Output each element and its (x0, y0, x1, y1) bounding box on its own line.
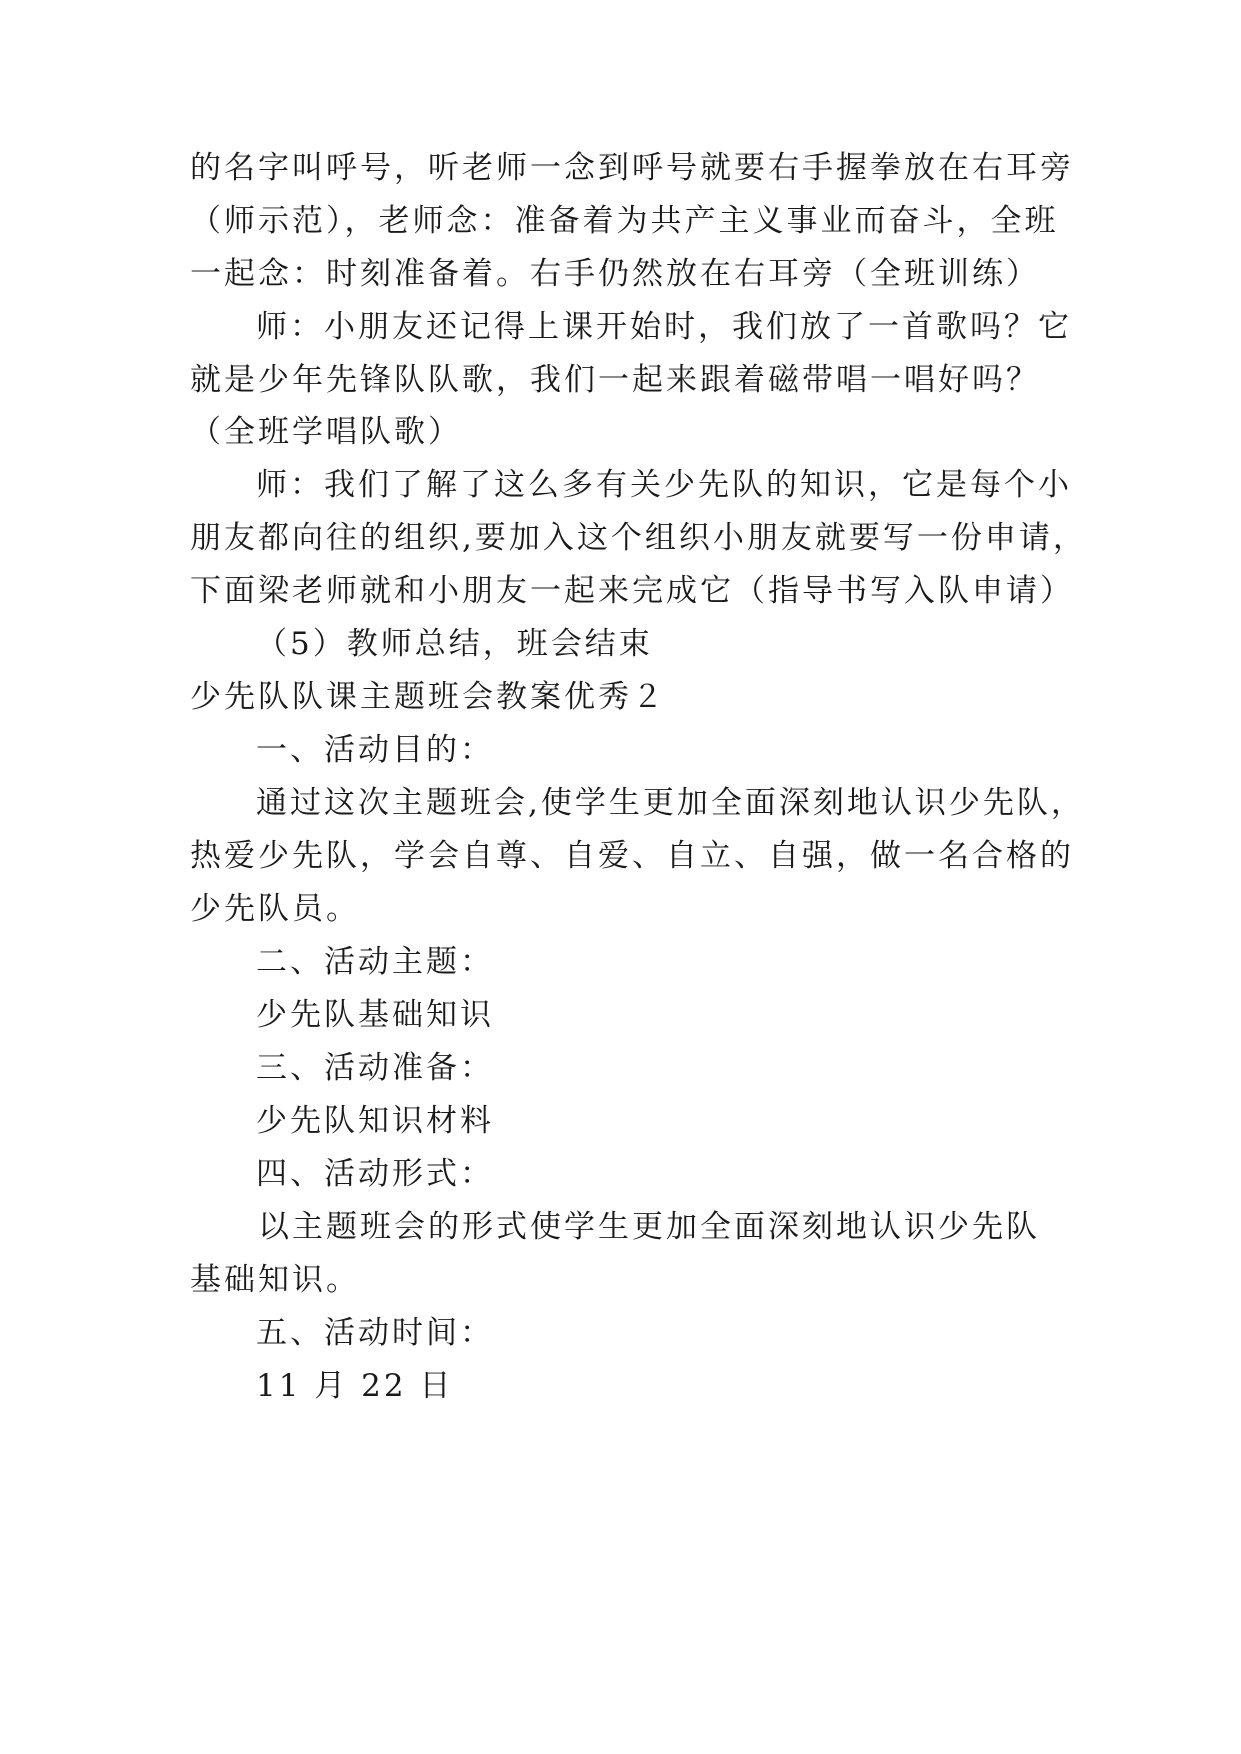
text-line: 少先队员。 (190, 891, 360, 927)
text-line: 一起念：时刻准备着。右手仍然放在右耳旁（全班训练） (190, 256, 1040, 292)
text-line: （师示范），老师念：准备着为共产主义事业而奋斗，全班 (190, 203, 1059, 239)
heading-form: 四、活动形式： (256, 1156, 494, 1192)
text-line: 通过这次主题班会,使学生更加全面深刻地认识少先队， (256, 785, 1085, 821)
text-line: 师：我们了解了这么多有关少先队的知识，它是每个小 (256, 467, 1072, 503)
text-line: 就是少年先锋队队歌，我们一起来跟着磁带唱一唱好吗？ (190, 362, 1040, 398)
summary-line: （5）教师总结，班会结束 (256, 626, 653, 662)
text-line: 的名字叫呼号，听老师一念到呼号就要右手握拳放在右耳旁 (190, 150, 1074, 186)
text-line: 师：小朋友还记得上课开始时，我们放了一首歌吗？它 (256, 309, 1072, 345)
text-line: 热爱少先队，学会自尊、自爱、自立、自强，做一名合格的 (190, 838, 1074, 874)
heading-preparation: 三、活动准备： (256, 1050, 494, 1086)
text-line: 11 月 22 日 (256, 1368, 454, 1404)
text-line: 少先队知识材料 (256, 1103, 494, 1139)
heading-theme: 二、活动主题： (256, 944, 494, 980)
text-line: 以主题班会的形式使学生更加全面深刻地认识少先队 (258, 1209, 1040, 1245)
text-line: 下面梁老师就和小朋友一起来完成它（指导书写入队申请） (190, 573, 1074, 609)
text-line: 基础知识。 (190, 1262, 360, 1298)
heading-time: 五、活动时间： (256, 1315, 494, 1351)
text-line: 朋友都向往的组织,要加入这个组织小朋友就要写一份申请， (190, 520, 1087, 556)
text-line: 少先队基础知识 (256, 997, 494, 1033)
heading-purpose: 一、活动目的： (256, 732, 494, 768)
text-line: （全班学唱队歌） (190, 414, 462, 450)
section-title: 少先队队课主题班会教案优秀２ (190, 679, 666, 715)
